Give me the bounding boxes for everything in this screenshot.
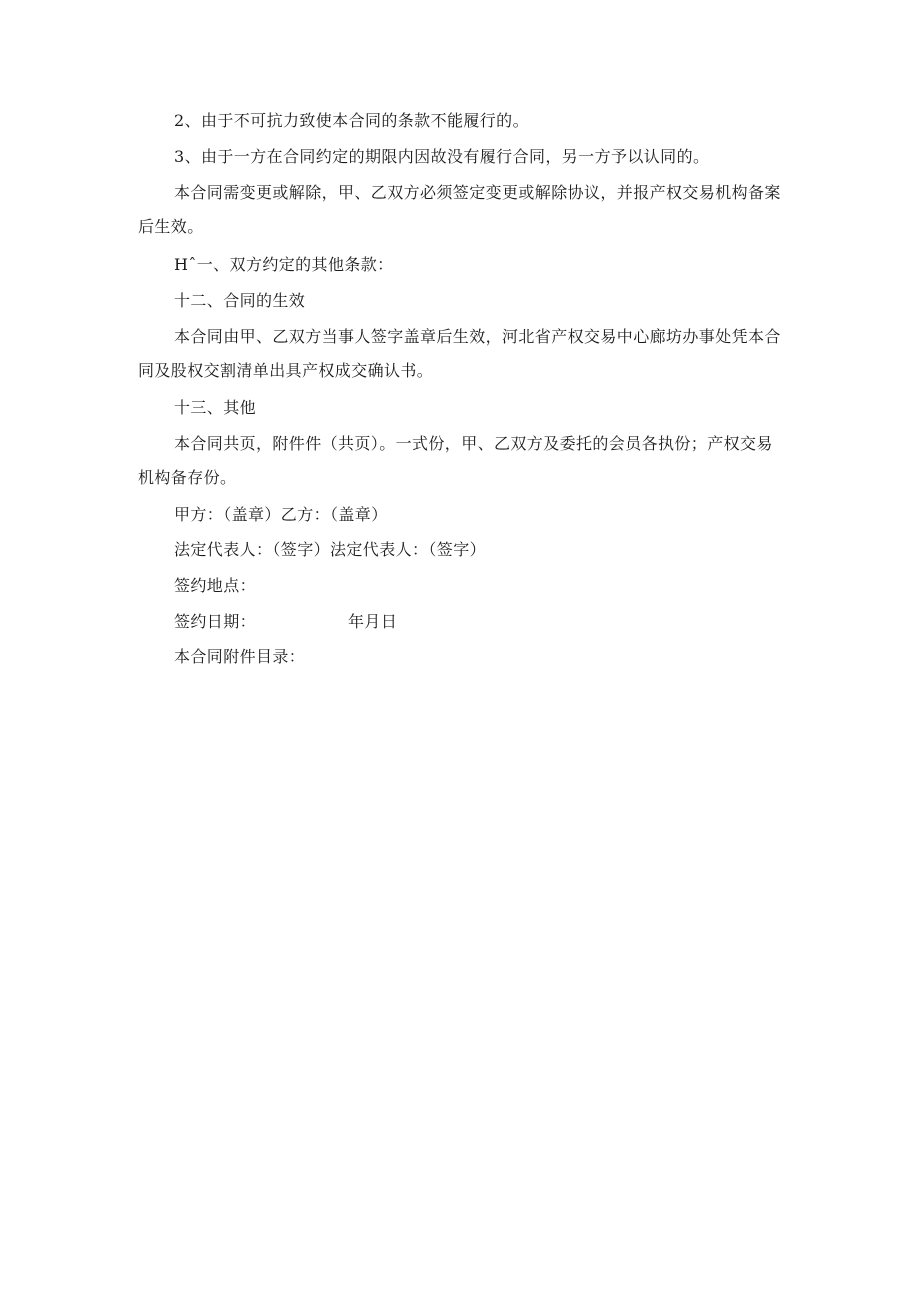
legal-representative-line: 法定代表人：（签字）法定代表人：（签字） <box>174 540 487 559</box>
clause-party-default: 3、由于一方在合同约定的期限内因故没有履行合同，另一方予以认同的。 <box>174 147 710 166</box>
clause-change-termination: 本合同需变更或解除，甲、乙双方必须签定变更或解除协议，并报产权交易机构备案后生效。 <box>138 183 781 236</box>
clause-force-majeure: 2、由于不可抗力致使本合同的条款不能履行的。 <box>174 111 529 130</box>
signing-date-label: 签约日期： <box>174 612 257 631</box>
clause-effectiveness: 本合同由甲、乙双方当事人签字盖章后生效，河北省产权交易中心廊坊办事处凭本合同及股权交割清单出具产权成交确认书。 <box>138 327 781 380</box>
clause-copies: 本合同共页，附件件（共页）。一式份，甲、乙双方及委托的会员各执份；产权交易机构备存份。 <box>138 434 773 487</box>
heading-section-13: 十三、其他 <box>174 398 257 417</box>
attachments-list-heading: 本合同附件目录： <box>174 647 306 666</box>
signing-place-line: 签约地点： <box>174 576 257 595</box>
signing-date-value: 年月日 <box>348 612 398 631</box>
heading-section-12: 十二、合同的生效 <box>174 291 306 310</box>
signature-seals-line: 甲方：（盖章）乙方：（盖章） <box>174 505 388 524</box>
heading-section-11: Hˆ一、双方约定的其他条款： <box>174 255 394 274</box>
signing-date-line <box>138 605 788 639</box>
